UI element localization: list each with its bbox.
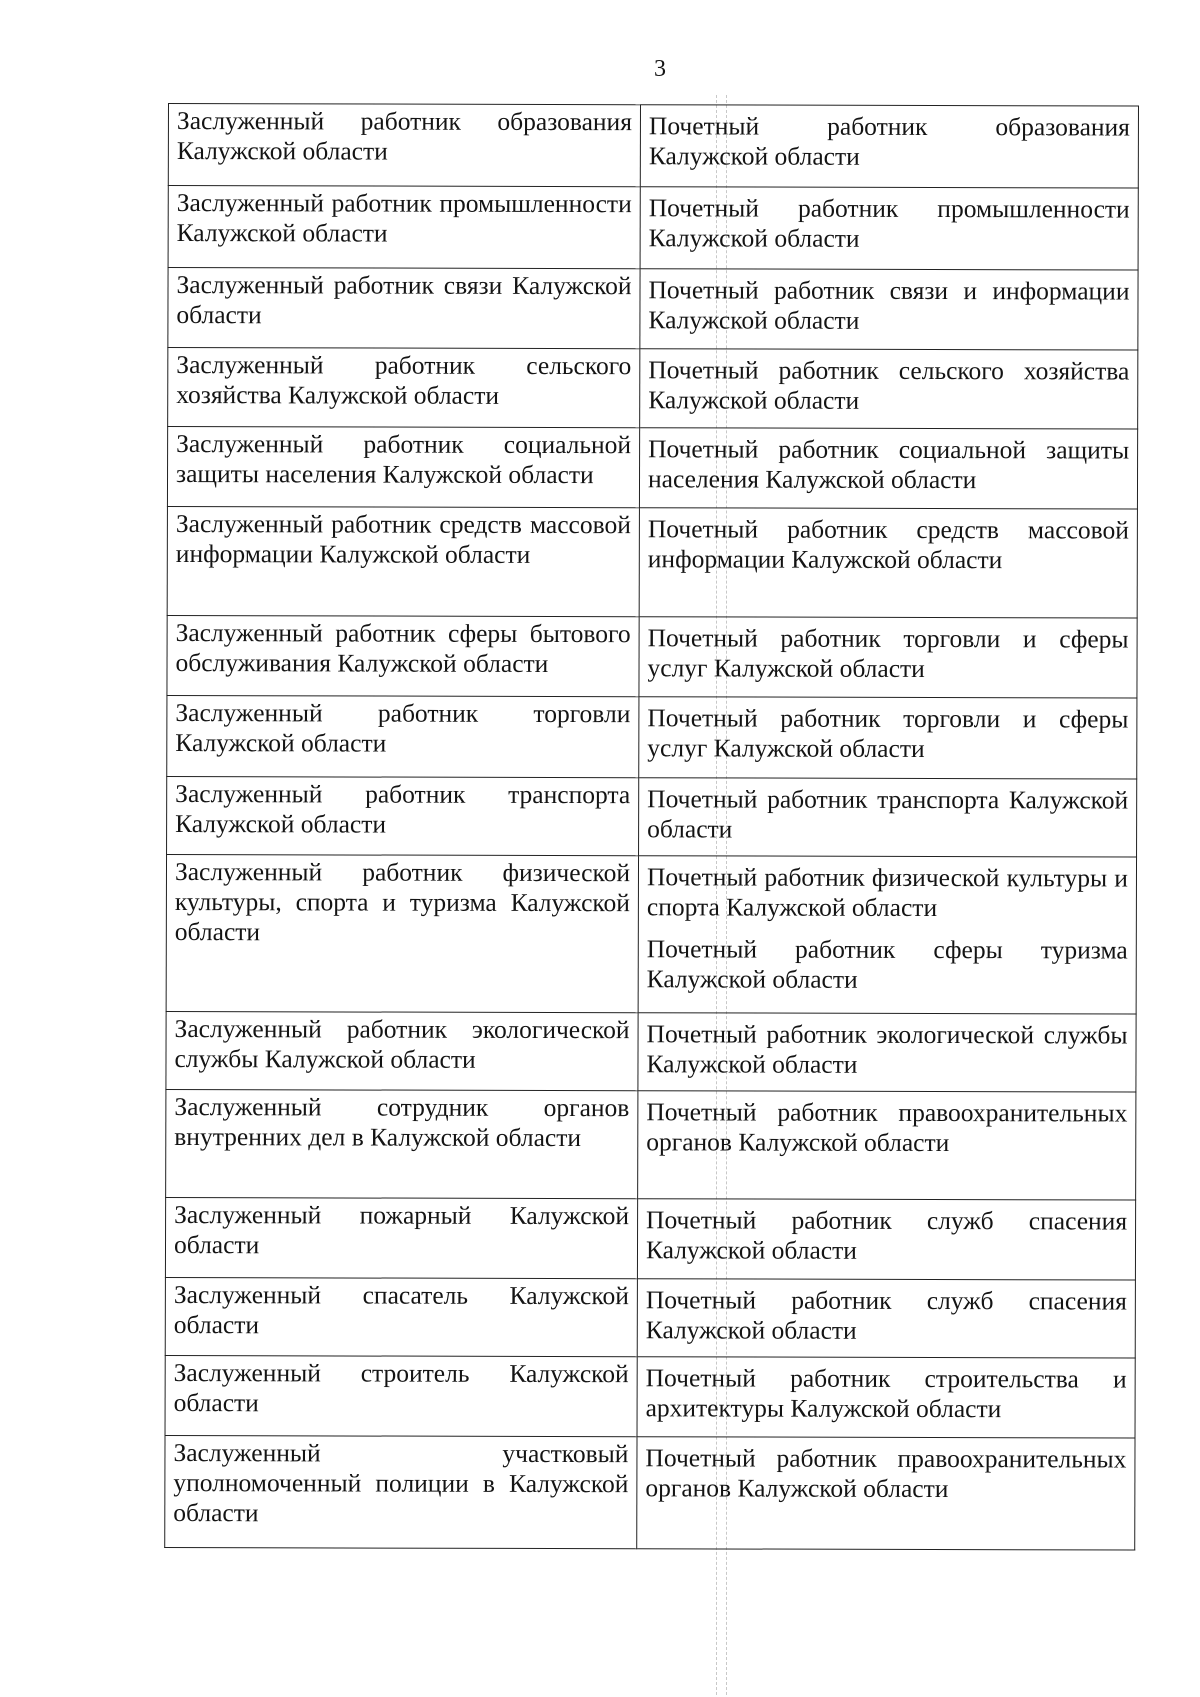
new-title-cell: [639, 617, 1137, 698]
new-title-cell: [639, 778, 1137, 857]
old-title-cell: Заслуженный работник транспорта Калужской области: [167, 776, 639, 855]
old-title-cell: Заслуженный работник торговли Калужской области: [167, 695, 639, 777]
table-row: [167, 615, 1137, 698]
new-title-text: Почетный работник правоохранительных органов Калужской области: [645, 1443, 1127, 1504]
table-row: [165, 1277, 1135, 1358]
table-row: [167, 427, 1137, 510]
old-title-cell: Заслуженный работник экологической службы Калужской области: [166, 1011, 638, 1090]
new-title-cell: [639, 428, 1137, 509]
new-title-cell: [637, 1199, 1135, 1280]
new-title-cell: [640, 269, 1138, 350]
table-row: [165, 1197, 1135, 1280]
old-title-cell: Заслуженный спасатель Калужской области: [165, 1277, 637, 1356]
old-title-cell: Заслуженный строитель Калужской области: [165, 1355, 637, 1436]
new-title-text: Почетный работник образования Калужской области: [648, 111, 1130, 171]
table-row: [168, 104, 1138, 189]
table-row: [168, 268, 1138, 351]
old-title-cell: Заслуженный работник сельского хозяйства Калужской области: [168, 348, 640, 428]
new-title-text: Почетный работник промышленности Калужской области: [648, 193, 1130, 253]
new-title-text: Почетный работник правоохранительных органов Калужской области: [646, 1097, 1128, 1158]
table-row: [167, 776, 1137, 857]
table-row: [166, 1011, 1136, 1092]
table-row: [165, 1355, 1135, 1438]
old-title-cell: Заслуженный работник образования Калужской области: [168, 104, 640, 187]
honorary-titles-table: [164, 103, 1139, 1551]
table-row: [166, 854, 1136, 1014]
old-title-cell: Заслуженный участковый уполномоченный полиции в Калужской области: [165, 1435, 637, 1548]
old-title-cell: Заслуженный работник социальной защиты населения Калужской области: [167, 427, 639, 508]
new-title-cell: [638, 1013, 1136, 1092]
new-title-cell: [638, 856, 1136, 1014]
new-title-cell: [637, 1437, 1135, 1550]
new-title-text: Почетный работник связи и информации Калужской области: [648, 275, 1130, 335]
new-title-text: Почетный работник транспорта Калужской области: [647, 784, 1129, 844]
new-title-text: Почетный работник служб спасения Калужской области: [645, 1285, 1127, 1345]
new-title-text: Почетный работник физической культуры и спорта Калужской области: [646, 862, 1129, 923]
new-title-text: Почетный работник строительства и архитектуры Калужской области: [645, 1363, 1127, 1424]
new-title-cell: [640, 349, 1138, 429]
new-title-cell: [637, 1357, 1135, 1438]
new-title-cell: [637, 1279, 1135, 1358]
old-title-cell: Заслуженный работник физической культуры, спорта и туризма Калужской области: [166, 854, 638, 1012]
new-title-text: Почетный работник социальной защиты населения Калужской области: [647, 434, 1130, 495]
new-title-text: Почетный работник экологической службы Калужской области: [646, 1019, 1128, 1079]
table-row: [165, 1435, 1135, 1550]
new-title-cell: [638, 1091, 1136, 1200]
new-title-cell: [639, 508, 1137, 618]
new-title-text: Почетный работник средств массовой информации Калужской области: [647, 514, 1129, 575]
old-title-cell: Заслуженный сотрудник органов внутренних дел в Калужской области: [166, 1089, 638, 1198]
old-title-cell: Заслуженный работник сферы бытового обслуживания Калужской области: [167, 615, 639, 696]
new-title-text: Почетный работник сферы туризма Калужской области: [646, 934, 1128, 994]
table-row: [166, 1089, 1136, 1200]
new-title-text: Почетный работник торговли и сферы услуг Калужской области: [647, 703, 1129, 763]
old-title-cell: Заслуженный работник средств массовой информации Калужской области: [167, 506, 639, 616]
new-title-text: Почетный работник торговли и сферы услуг Калужской области: [647, 623, 1129, 683]
new-title-cell: [640, 105, 1138, 188]
old-title-cell: Заслуженный пожарный Калужской области: [165, 1197, 637, 1278]
table-row: [167, 695, 1137, 779]
new-title-text: Почетный работник служб спасения Калужской области: [645, 1205, 1128, 1265]
page-number: 3: [654, 56, 666, 82]
old-title-cell: Заслуженный работник промышленности Калужской области: [168, 186, 640, 269]
new-title-cell: [639, 697, 1137, 779]
new-title-cell: [640, 187, 1138, 270]
table-row: [168, 186, 1138, 271]
new-title-text: Почетный работник сельского хозяйства Калужской области: [648, 355, 1130, 415]
table-row: [168, 348, 1138, 430]
table-row: [167, 506, 1137, 618]
old-title-cell: Заслуженный работник связи Калужской области: [168, 268, 640, 349]
